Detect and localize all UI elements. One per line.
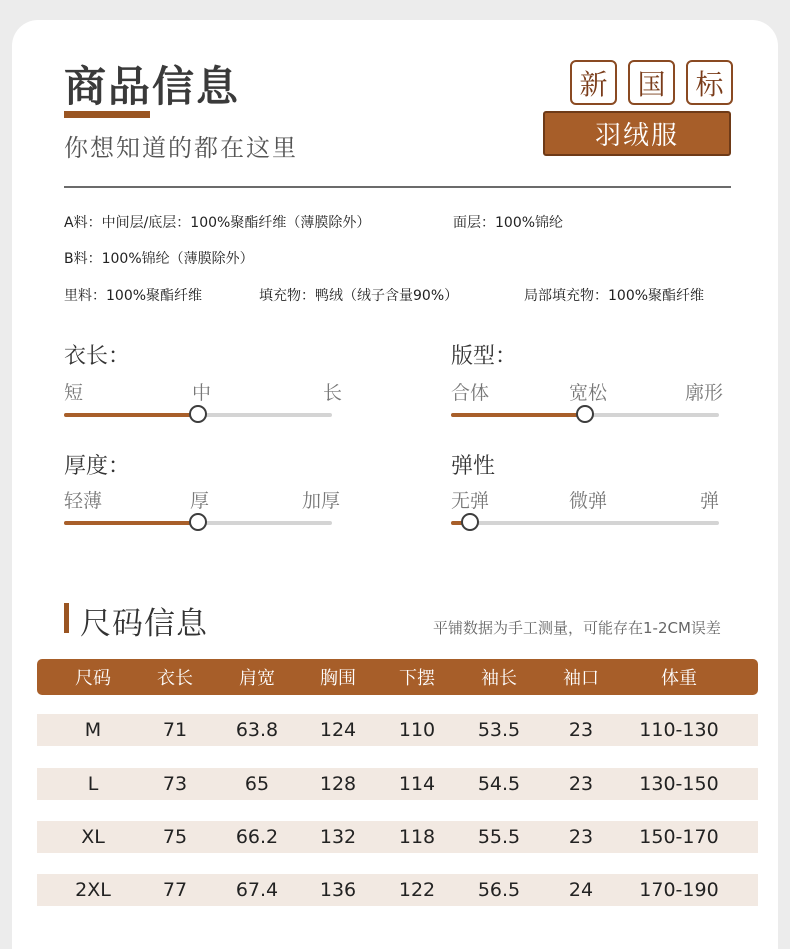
attr-elasticity-slider	[451, 521, 719, 525]
attr-thickness-slider	[64, 521, 332, 525]
table-cell: 132	[319, 826, 357, 848]
table-cell: 130-150	[639, 773, 719, 795]
table-cell: 56.5	[477, 879, 521, 901]
table-row	[37, 821, 758, 853]
table-cell: 55.5	[477, 826, 521, 848]
attr-option: 合体	[451, 382, 490, 404]
attr-fit-slider	[451, 413, 719, 417]
attr-option: 无弹	[451, 490, 490, 512]
slider-knob	[189, 405, 207, 423]
slider-knob	[576, 405, 594, 423]
slider-fill	[64, 413, 198, 417]
table-cell: 77	[162, 879, 188, 901]
table-cell: 23	[568, 826, 594, 848]
slider-fill	[64, 521, 198, 525]
attr-option: 长	[322, 382, 342, 404]
badge-char: 新	[570, 60, 617, 105]
attr-option: 廓形	[684, 382, 723, 404]
attr-elasticity-options	[451, 486, 719, 510]
attr-elasticity-title: 弹性	[451, 454, 496, 479]
table-cell: 75	[162, 826, 188, 848]
table-cell: 118	[398, 826, 436, 848]
table-cell: 71	[162, 719, 188, 741]
page-subtitle: 你想知道的都在这里	[64, 134, 298, 162]
attr-fit-options	[451, 378, 723, 404]
size-section-title: 尺码信息	[80, 606, 208, 642]
table-cell: 54.5	[477, 773, 521, 795]
table-cell: 63.8	[235, 719, 279, 741]
material-b: B料：100%锦纶（薄膜除外）	[64, 251, 254, 267]
table-cell: 170-190	[639, 879, 719, 901]
header-cell: 尺码	[75, 668, 111, 689]
slider-fill	[451, 413, 585, 417]
table-cell: 128	[319, 773, 357, 795]
material-face: 面层：100%锦纶	[453, 215, 564, 231]
product-type-badge: 羽绒服	[543, 111, 731, 156]
table-cell: 67.4	[235, 879, 279, 901]
material-a: A料：中间层/底层：100%聚酯纤维（薄膜除外）	[64, 215, 371, 231]
title-underline	[64, 111, 150, 118]
attr-thickness-title: 厚度：	[64, 454, 131, 479]
header-cell: 衣长	[157, 668, 193, 689]
material-lining: 里料：100%聚酯纤维	[64, 288, 203, 304]
attr-option: 微弹	[569, 490, 608, 512]
attr-length-title: 衣长：	[64, 344, 131, 369]
table-row	[37, 874, 758, 906]
badge-char: 标	[686, 60, 733, 105]
size-section-note: 平铺数据为手工测量，可能存在1-2CM误差	[433, 619, 721, 637]
attr-option: 宽松	[569, 382, 608, 404]
material-filling: 填充物：鸭绒（绒子含量90%）	[259, 288, 459, 304]
attr-option: 短	[64, 382, 84, 404]
slider-knob	[189, 513, 207, 531]
size-table-header	[37, 659, 758, 695]
table-cell: 73	[162, 773, 188, 795]
attr-option: 中	[192, 382, 212, 404]
table-cell: M	[84, 719, 102, 741]
standard-badge	[570, 60, 733, 105]
attr-length-slider	[64, 413, 332, 417]
header-cell: 胸围	[320, 668, 356, 689]
table-cell: 2XL	[75, 879, 111, 901]
attr-option: 厚	[190, 490, 210, 512]
table-cell: 122	[398, 879, 436, 901]
header-cell: 肩宽	[239, 668, 275, 689]
table-cell: 53.5	[477, 719, 521, 741]
table-cell: 114	[398, 773, 436, 795]
header-cell: 体重	[661, 668, 697, 689]
table-cell: 24	[568, 879, 594, 901]
table-cell: XL	[81, 826, 105, 848]
table-cell: 66.2	[235, 826, 279, 848]
header-cell: 袖口	[563, 668, 599, 689]
slider-knob	[461, 513, 479, 531]
header-cell: 袖长	[481, 668, 517, 689]
table-cell: L	[87, 773, 99, 795]
table-cell: 124	[319, 719, 357, 741]
table-row	[37, 768, 758, 800]
attr-thickness-options	[64, 486, 340, 512]
table-row	[37, 714, 758, 746]
table-cell: 150-170	[639, 826, 719, 848]
attr-option: 轻薄	[64, 490, 103, 512]
attr-fit-title: 版型：	[451, 344, 518, 369]
table-cell: 23	[568, 719, 594, 741]
attr-length-options	[64, 378, 342, 404]
section-marker	[64, 603, 69, 633]
table-cell: 136	[319, 879, 357, 901]
divider	[64, 186, 731, 188]
attr-option: 加厚	[301, 490, 340, 512]
attr-option: 弹	[699, 490, 719, 512]
material-partial-filling: 局部填充物：100%聚酯纤维	[524, 288, 705, 304]
table-cell: 23	[568, 773, 594, 795]
table-cell: 65	[244, 773, 270, 795]
badge-char: 国	[628, 60, 675, 105]
table-cell: 110-130	[639, 719, 719, 741]
header-cell: 下摆	[399, 668, 435, 689]
table-cell: 110	[398, 719, 436, 741]
page-title: 商品信息	[64, 62, 241, 111]
